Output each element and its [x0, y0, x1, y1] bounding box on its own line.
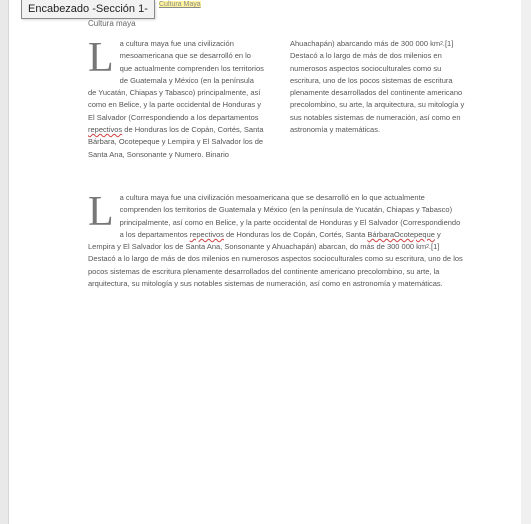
paragraph-text-b: de Honduras los de Copán, Cortés, Santa	[226, 229, 366, 239]
header-section-tag[interactable]: Encabezado -Sección 1-	[21, 0, 155, 19]
paragraph-text-d: .[1] Destacó a lo largo de más de dos milenios en numerosos aspectos socioculturales como su escritura, uno de los pocos sistemas de escritura plenamente desarrollados del continente americano precolombino, su arte, la arquitectura, su mitología y sus notables sistemas de numeración, así como en astronomía y matemáticas.	[88, 242, 463, 289]
column-right[interactable]	[290, 38, 466, 136]
section-title: Cultura maya	[88, 19, 136, 28]
paragraph-text-c: y Lempira y El Salvador los de Santa Ana, Sonsonante y Ahuachapán) abarcan, do más de 300 000 km	[88, 229, 441, 252]
document-page[interactable]	[8, 0, 522, 524]
superscript: 2	[426, 244, 429, 251]
misspelled-word[interactable]: BárbaraOcotepeque	[367, 229, 435, 239]
superscript: 2	[440, 41, 443, 47]
column-left-text-b: de Honduras los de Copán, Cortés, Santa Bárbara, Ocotepeque y Lempira y El Salvador los de Santa Ana, Sonsonante y Numero. Binario	[88, 125, 264, 159]
drop-cap: L	[88, 189, 114, 235]
column-left[interactable]	[88, 35, 264, 161]
column-right-text-a: Ahuachapán) abarcando más de 300 000 km	[290, 39, 441, 48]
header-link[interactable]: Cultura Maya	[159, 1, 201, 8]
drop-cap: L	[88, 35, 114, 81]
misspelled-word[interactable]: repectivos	[189, 229, 224, 239]
column-right-text-b: .[1] Destacó a lo largo de más de dos milenios en numerosos aspectos socioculturales como su escritura, uno de los pocos sistemas de escritura plenamente desarrollados del continente americano precolombino, su arte, la arquitectura, su mitología y sus notables sistemas de numeración, así como en astronomía y matemáticas.	[290, 39, 465, 135]
paragraph-text-a: a cultura maya fue una civilización mesoamericana que se desarrolló en lo que actualmente comprenden los territorios de Guatemala y México (en la península de Yucatán, Chiapas y Tabasco) principalmente, así como en Belice, y la parte occidental de Honduras y El Salvador (Correspondiendo a los departamentos	[119, 193, 461, 239]
vertical-scrollbar[interactable]	[521, 0, 531, 524]
full-width-paragraph[interactable]	[88, 189, 464, 290]
column-left-text-a: a cultura maya fue una civilización mesoamericana que se desarrolló en lo que actualmente comprenden los territorios de Guatemala y México (en la península de Yucatán, Chiapas y Tabasco) principalmente, así como en Belice, y la parte occidental de Honduras y El Salvador (Correspondiendo a los departamentos	[88, 39, 264, 122]
misspelled-word[interactable]: repectivos	[88, 125, 123, 135]
